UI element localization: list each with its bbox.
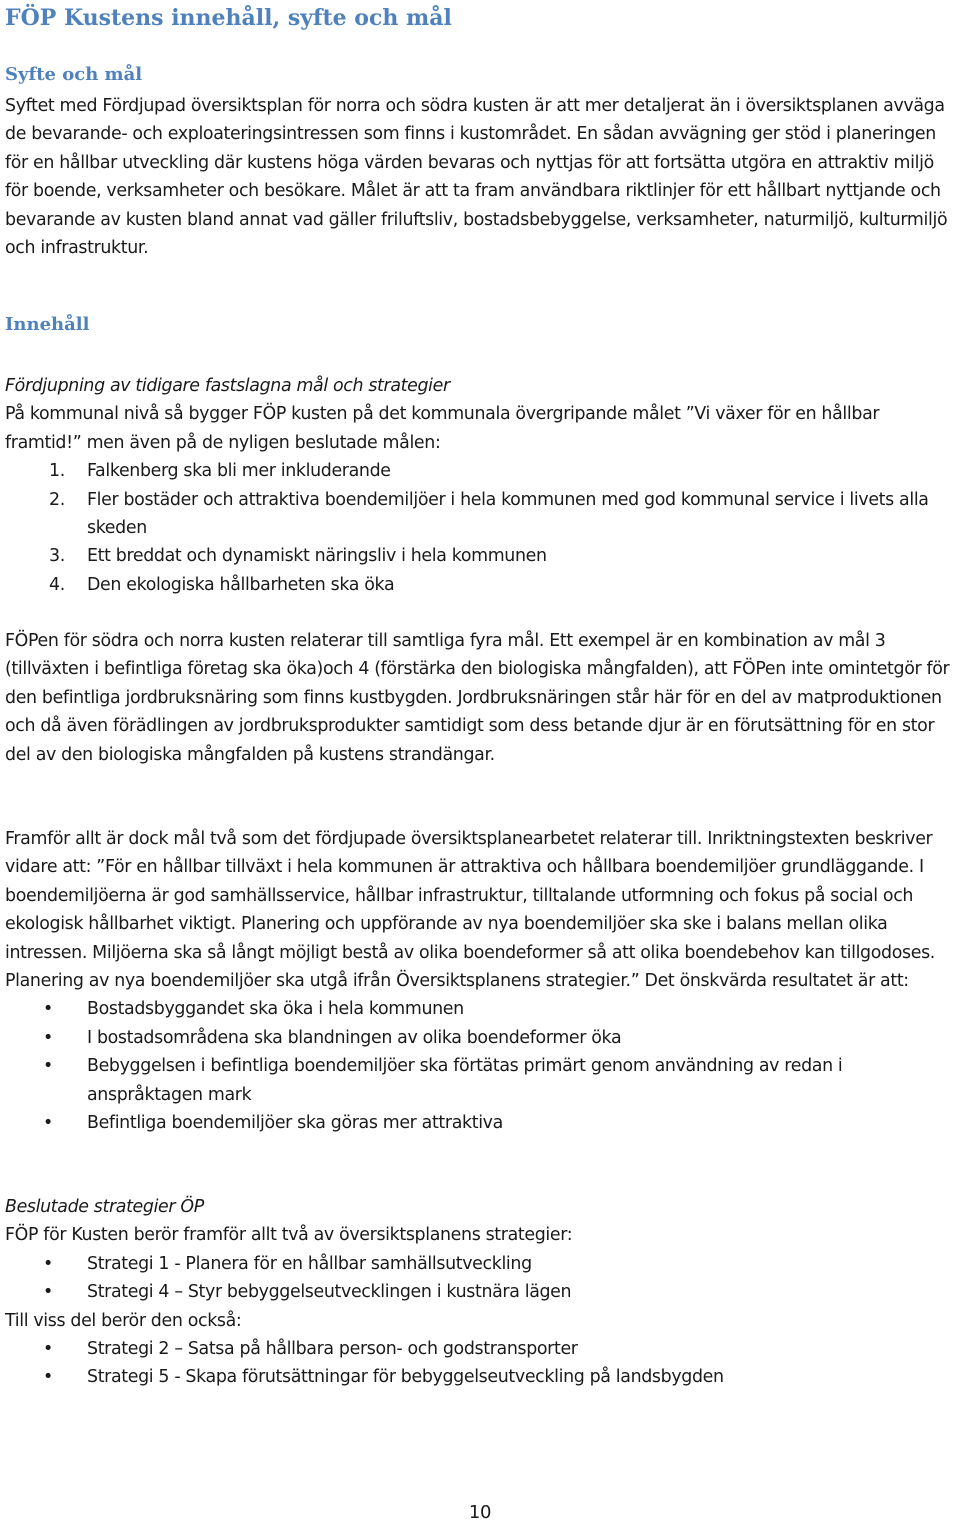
result-item	[5, 1024, 950, 1052]
goal-item	[5, 542, 950, 570]
paragraph-fopen-text: FÖPen för södra och norra kusten relaterar till samtliga fyra mål. Ett exempel är en kombination av mål 3 (tillväxten i befintliga företag ska öka)och 4 (förstärka den biologiska mångfalden), att FÖPen inte omintetgör för den befintliga jordbruksnäring som finns kustbygden. Jordbruksnäringen står här för en del av matproduktionen och då även förädlingen av jordbruksprodukter samtidigt som dess betande djur är en förutsättning för en stor del av den biologiska mångfalden på kustens strandängar.	[5, 631, 950, 765]
goal-item	[5, 571, 950, 599]
result-text: Bostadsbyggandet ska öka i hela kommunen	[87, 999, 464, 1020]
goal-item	[5, 457, 950, 485]
strategy-text: Strategi 4 – Styr bebyggelseutvecklingen i kustnära lägen	[87, 1282, 572, 1303]
result-item	[5, 1109, 950, 1137]
page-number: 10	[468, 1502, 492, 1523]
section-innehall-body	[5, 372, 950, 599]
paragraph-also-intro: Till viss del berör den också:	[5, 1310, 242, 1331]
subheading-strategier: Beslutade strategier ÖP	[5, 1197, 204, 1217]
result-text: Befintliga boendemiljöer ska göras mer attraktiva	[87, 1113, 503, 1134]
bullet-icon: •	[43, 1282, 53, 1303]
goal-item	[5, 486, 950, 543]
list-number: 2.	[49, 489, 65, 510]
strategy-item	[5, 1250, 950, 1278]
paragraph-syfte-text: Syftet med Fördjupad översiktsplan för norra och södra kusten är att mer detaljerat än i översiktsplanen avväga de bevarande- och exploateringsintressen som finns i kustområdet. En sådan avvägning ger stöd i planeringen för en hållbar utveckling där kustens höga värden bevaras och nyttjas för att fortsätta utgöra en attraktiv miljö för boende, verksamheter och besökare. Målet är att ta fram användbara riktlinjer för ett hållbart nyttjande och bevarande av kusten bland annat vad gäller friluftsliv, bostadsbebyggelse, verksamheter, naturmiljö, kulturmiljö och infrastruktur.	[5, 96, 948, 259]
strategy-text: Strategi 1 - Planera för en hållbar samhällsutveckling	[87, 1253, 532, 1274]
paragraph-framfor-allt-text: Framför allt är dock mål två som det fördjupade översiktsplanearbetet relaterar till. Inriktningstexten beskriver vidare att: ”För en hållbar tillväxt i hela kommunen är attraktiva och hållbara boendemiljöer grundläggande. I boendemiljöerna är god samhällsservice, hållbar infrastruktur, tilltalande utformning och fokus på social och ekologisk hållbarhet viktigt. Planering och uppförande av nya boendemiljöer ska ske i balans mellan olika intressen. Miljöerna ska så långt möjligt bestå av olika boendeformer så att olika boendebehov kan tillgodoses. Planering av nya boendemiljöer ska utgå ifrån Översiktsplanens strategier.” Det önskvärda resultatet är att:	[5, 829, 935, 992]
goals-list	[5, 457, 950, 599]
paragraph-syfte	[5, 92, 950, 262]
results-list	[5, 995, 950, 1137]
result-text: I bostadsområdena ska blandningen av olika boendeformer öka	[87, 1027, 622, 1048]
section-framfor-allt	[5, 825, 950, 1137]
paragraph-fopen	[5, 627, 950, 769]
strategies-also-list	[5, 1335, 950, 1392]
goal-text: Fler bostäder och attraktiva boendemiljöer i hela kommunen med god kommunal service i livets alla skeden	[87, 489, 929, 539]
bullet-icon: •	[43, 1056, 53, 1077]
bullet-icon: •	[43, 1027, 53, 1048]
strategy-item	[5, 1278, 950, 1306]
page-title: FÖP Kustens innehåll, syfte och mål	[5, 5, 452, 31]
strategy-item	[5, 1335, 950, 1363]
strategy-text: Strategi 5 - Skapa förutsättningar för bebyggelseutveckling på landsbygden	[87, 1367, 724, 1388]
heading-syfte: Syfte och mål	[5, 64, 143, 85]
heading-innehall: Innehåll	[5, 314, 90, 335]
section-strategier	[5, 1193, 950, 1392]
bullet-icon: •	[43, 1339, 53, 1360]
paragraph-strategier-intro: FÖP för Kusten berör framför allt två av översiktsplanens strategier:	[5, 1225, 573, 1246]
goal-text: Falkenberg ska bli mer inkluderande	[87, 461, 391, 482]
strategies-main-list	[5, 1250, 950, 1307]
result-item	[5, 995, 950, 1023]
list-number: 4.	[49, 574, 65, 595]
bullet-icon: •	[43, 1253, 53, 1274]
strategy-text: Strategi 2 – Satsa på hållbara person- och godstransporter	[87, 1339, 578, 1360]
bullet-icon: •	[43, 1113, 53, 1134]
list-number: 3.	[49, 546, 65, 567]
result-item	[5, 1052, 950, 1109]
strategy-item	[5, 1363, 950, 1391]
list-number: 1.	[49, 461, 65, 482]
paragraph-innehall-intro: På kommunal nivå så bygger FÖP kusten på det kommunala övergripande målet ”Vi växer för en hållbar framtid!” men även på de nyligen beslutade målen:	[5, 404, 880, 453]
bullet-icon: •	[43, 999, 53, 1020]
goal-text: Ett breddat och dynamiskt näringsliv i hela kommunen	[87, 546, 547, 567]
goal-text: Den ekologiska hållbarheten ska öka	[87, 574, 395, 595]
subheading-fordjupning: Fördjupning av tidigare fastslagna mål och strategier	[5, 376, 450, 396]
bullet-icon: •	[43, 1367, 53, 1388]
result-text: Bebyggelsen i befintliga boendemiljöer ska förtätas primärt genom användning av redan i anspråktagen mark	[87, 1056, 843, 1105]
